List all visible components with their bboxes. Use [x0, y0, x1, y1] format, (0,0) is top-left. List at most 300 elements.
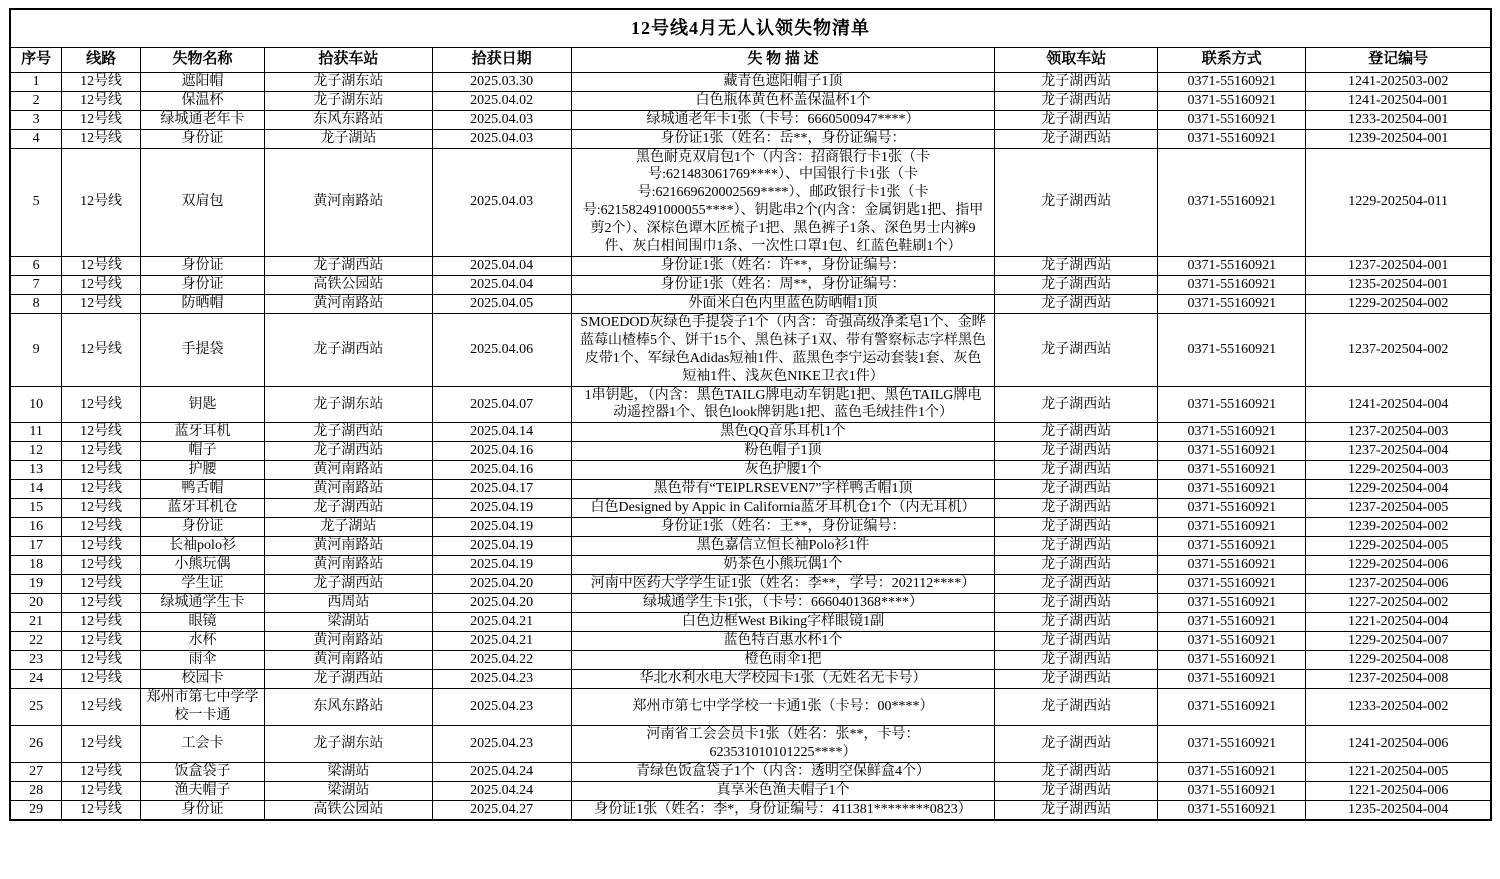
table-row	[10, 782, 1491, 801]
cell-line: 12号线	[62, 72, 140, 91]
cell-no: 24	[10, 670, 62, 689]
cell-found-date: 2025.04.19	[432, 518, 571, 537]
cell-contact: 0371-55160921	[1158, 148, 1306, 256]
table-row	[10, 613, 1491, 632]
cell-line: 12号线	[62, 537, 140, 556]
cell-contact: 0371-55160921	[1158, 256, 1306, 275]
cell-contact: 0371-55160921	[1158, 294, 1306, 313]
cell-description: 橙色雨伞1把	[571, 651, 995, 670]
cell-line: 12号线	[62, 689, 140, 726]
cell-no: 5	[10, 148, 62, 256]
cell-found-date: 2025.04.24	[432, 782, 571, 801]
cell-description: 身份证1张（姓名：岳**，身份证编号：	[571, 129, 995, 148]
cell-item-name: 帽子	[140, 442, 264, 461]
cell-contact: 0371-55160921	[1158, 499, 1306, 518]
cell-reg-no: 1229-202504-004	[1306, 480, 1491, 499]
cell-reg-no: 1237-202504-002	[1306, 313, 1491, 386]
cell-description: 外面米白色内里蓝色防晒帽1顶	[571, 294, 995, 313]
cell-contact: 0371-55160921	[1158, 129, 1306, 148]
cell-contact: 0371-55160921	[1158, 461, 1306, 480]
cell-no: 9	[10, 313, 62, 386]
table-row	[10, 313, 1491, 386]
cell-contact: 0371-55160921	[1158, 613, 1306, 632]
cell-contact: 0371-55160921	[1158, 689, 1306, 726]
cell-contact: 0371-55160921	[1158, 556, 1306, 575]
cell-no: 27	[10, 763, 62, 782]
cell-no: 28	[10, 782, 62, 801]
cell-found-station: 龙子湖西站	[265, 575, 432, 594]
cell-found-station: 黄河南路站	[265, 537, 432, 556]
cell-pickup-station: 龙子湖西站	[995, 275, 1158, 294]
cell-reg-no: 1241-202503-002	[1306, 72, 1491, 91]
cell-found-date: 2025.04.02	[432, 91, 571, 110]
cell-found-station: 梁湖站	[265, 613, 432, 632]
table-row	[10, 256, 1491, 275]
table-row	[10, 556, 1491, 575]
cell-description: 郑州市第七中学学校一卡通1张（卡号：00****）	[571, 689, 995, 726]
table-row	[10, 651, 1491, 670]
cell-item-name: 身份证	[140, 275, 264, 294]
table-row	[10, 110, 1491, 129]
cell-found-date: 2025.04.07	[432, 386, 571, 423]
table-row	[10, 91, 1491, 110]
cell-reg-no: 1237-202504-003	[1306, 423, 1491, 442]
cell-reg-no: 1235-202504-004	[1306, 801, 1491, 820]
cell-pickup-station: 龙子湖西站	[995, 499, 1158, 518]
cell-description: 蓝色特百惠水杯1个	[571, 632, 995, 651]
cell-item-name: 水杯	[140, 632, 264, 651]
cell-contact: 0371-55160921	[1158, 537, 1306, 556]
cell-found-station: 高铁公园站	[265, 801, 432, 820]
cell-line: 12号线	[62, 613, 140, 632]
cell-line: 12号线	[62, 801, 140, 820]
page-title: 12号线4月无人认领失物清单	[10, 9, 1491, 47]
cell-no: 8	[10, 294, 62, 313]
cell-line: 12号线	[62, 726, 140, 763]
cell-line: 12号线	[62, 480, 140, 499]
cell-line: 12号线	[62, 575, 140, 594]
cell-contact: 0371-55160921	[1158, 632, 1306, 651]
cell-item-name: 鸭舌帽	[140, 480, 264, 499]
table-row	[10, 670, 1491, 689]
cell-pickup-station: 龙子湖西站	[995, 386, 1158, 423]
cell-item-name: 学生证	[140, 575, 264, 594]
cell-pickup-station: 龙子湖西站	[995, 256, 1158, 275]
cell-item-name: 绿城通学生卡	[140, 594, 264, 613]
cell-found-station: 黄河南路站	[265, 556, 432, 575]
cell-pickup-station: 龙子湖西站	[995, 613, 1158, 632]
cell-found-station: 黄河南路站	[265, 294, 432, 313]
cell-line: 12号线	[62, 313, 140, 386]
cell-pickup-station: 龙子湖西站	[995, 518, 1158, 537]
cell-line: 12号线	[62, 782, 140, 801]
cell-found-station: 高铁公园站	[265, 275, 432, 294]
cell-contact: 0371-55160921	[1158, 782, 1306, 801]
cell-no: 6	[10, 256, 62, 275]
cell-no: 16	[10, 518, 62, 537]
cell-found-date: 2025.04.19	[432, 556, 571, 575]
cell-found-station: 梁湖站	[265, 763, 432, 782]
cell-contact: 0371-55160921	[1158, 575, 1306, 594]
cell-item-name: 雨伞	[140, 651, 264, 670]
cell-item-name: 双肩包	[140, 148, 264, 256]
cell-found-date: 2025.04.21	[432, 613, 571, 632]
cell-line: 12号线	[62, 148, 140, 256]
cell-description: 1串钥匙，（内含：黑色TAILG牌电动车钥匙1把、黑色TAILG牌电动遥控器1个、银色look牌钥匙1把、蓝色毛绒挂件1个）	[571, 386, 995, 423]
cell-no: 17	[10, 537, 62, 556]
cell-found-station: 龙子湖西站	[265, 256, 432, 275]
cell-found-date: 2025.04.16	[432, 442, 571, 461]
cell-found-date: 2025.04.06	[432, 313, 571, 386]
table-row	[10, 294, 1491, 313]
cell-line: 12号线	[62, 632, 140, 651]
column-header-found-station: 拾获车站	[265, 47, 432, 72]
cell-pickup-station: 龙子湖西站	[995, 632, 1158, 651]
cell-found-station: 西周站	[265, 594, 432, 613]
cell-line: 12号线	[62, 499, 140, 518]
cell-description: 华北水利水电大学校园卡1张（无姓名无卡号）	[571, 670, 995, 689]
table-row	[10, 763, 1491, 782]
cell-no: 14	[10, 480, 62, 499]
cell-reg-no: 1229-202504-007	[1306, 632, 1491, 651]
cell-found-date: 2025.04.19	[432, 499, 571, 518]
table-row	[10, 461, 1491, 480]
table-row	[10, 689, 1491, 726]
cell-contact: 0371-55160921	[1158, 72, 1306, 91]
cell-item-name: 工会卡	[140, 726, 264, 763]
cell-line: 12号线	[62, 651, 140, 670]
cell-pickup-station: 龙子湖西站	[995, 294, 1158, 313]
cell-pickup-station: 龙子湖西站	[995, 689, 1158, 726]
cell-contact: 0371-55160921	[1158, 518, 1306, 537]
cell-pickup-station: 龙子湖西站	[995, 461, 1158, 480]
cell-no: 25	[10, 689, 62, 726]
table-row	[10, 726, 1491, 763]
cell-contact: 0371-55160921	[1158, 110, 1306, 129]
column-header-contact: 联系方式	[1158, 47, 1306, 72]
cell-found-station: 龙子湖站	[265, 518, 432, 537]
cell-contact: 0371-55160921	[1158, 91, 1306, 110]
cell-no: 18	[10, 556, 62, 575]
cell-reg-no: 1235-202504-001	[1306, 275, 1491, 294]
cell-pickup-station: 龙子湖西站	[995, 763, 1158, 782]
cell-found-station: 龙子湖西站	[265, 670, 432, 689]
cell-description: 青绿色饭盒袋子1个（内含：透明空保鲜盒4个）	[571, 763, 995, 782]
cell-item-name: 钥匙	[140, 386, 264, 423]
table-row	[10, 480, 1491, 499]
cell-pickup-station: 龙子湖西站	[995, 110, 1158, 129]
cell-found-date: 2025.04.23	[432, 689, 571, 726]
cell-description: 绿城通学生卡1张，（卡号：6660401368****）	[571, 594, 995, 613]
cell-description: 灰色护腰1个	[571, 461, 995, 480]
cell-pickup-station: 龙子湖西站	[995, 148, 1158, 256]
cell-no: 19	[10, 575, 62, 594]
cell-pickup-station: 龙子湖西站	[995, 537, 1158, 556]
cell-pickup-station: 龙子湖西站	[995, 129, 1158, 148]
column-header-reg-no: 登记编号	[1306, 47, 1491, 72]
table-row	[10, 537, 1491, 556]
cell-contact: 0371-55160921	[1158, 386, 1306, 423]
cell-line: 12号线	[62, 294, 140, 313]
cell-found-station: 梁湖站	[265, 782, 432, 801]
table-row	[10, 594, 1491, 613]
cell-pickup-station: 龙子湖西站	[995, 91, 1158, 110]
cell-contact: 0371-55160921	[1158, 726, 1306, 763]
cell-found-date: 2025.03.30	[432, 72, 571, 91]
lost-items-table	[9, 8, 1492, 821]
cell-reg-no: 1237-202504-004	[1306, 442, 1491, 461]
cell-description: 黑色QQ音乐耳机1个	[571, 423, 995, 442]
cell-found-station: 龙子湖站	[265, 129, 432, 148]
cell-reg-no: 1237-202504-008	[1306, 670, 1491, 689]
cell-item-name: 身份证	[140, 801, 264, 820]
cell-found-date: 2025.04.16	[432, 461, 571, 480]
cell-no: 20	[10, 594, 62, 613]
cell-pickup-station: 龙子湖西站	[995, 782, 1158, 801]
cell-line: 12号线	[62, 256, 140, 275]
cell-reg-no: 1229-202504-006	[1306, 556, 1491, 575]
cell-found-date: 2025.04.05	[432, 294, 571, 313]
cell-line: 12号线	[62, 461, 140, 480]
cell-pickup-station: 龙子湖西站	[995, 594, 1158, 613]
cell-description: 真享米色渔夫帽子1个	[571, 782, 995, 801]
cell-no: 15	[10, 499, 62, 518]
cell-description: 身份证1张（姓名：李*，身份证编号：411381********0823）	[571, 801, 995, 820]
cell-line: 12号线	[62, 129, 140, 148]
cell-line: 12号线	[62, 110, 140, 129]
table-row	[10, 442, 1491, 461]
table-row	[10, 129, 1491, 148]
cell-description: 奶茶色小熊玩偶1个	[571, 556, 995, 575]
cell-found-date: 2025.04.20	[432, 594, 571, 613]
cell-pickup-station: 龙子湖西站	[995, 72, 1158, 91]
cell-description: SMOEDOD灰绿色手提袋子1个（内含：奇强高级净柔皂1个、金晔蓝莓山楂棒5个、饼干15个、黑色袜子1双、带有警察标志字样黑色皮带1个、军绿色Adidas短袖1件、蓝黑色李宁运动套装1套、灰色短袖1件、浅灰色NIKE卫衣1件）	[571, 313, 995, 386]
column-header-line: 线路	[62, 47, 140, 72]
cell-reg-no: 1229-202504-011	[1306, 148, 1491, 256]
cell-pickup-station: 龙子湖西站	[995, 442, 1158, 461]
cell-line: 12号线	[62, 556, 140, 575]
cell-line: 12号线	[62, 763, 140, 782]
cell-contact: 0371-55160921	[1158, 480, 1306, 499]
cell-pickup-station: 龙子湖西站	[995, 801, 1158, 820]
cell-line: 12号线	[62, 594, 140, 613]
cell-pickup-station: 龙子湖西站	[995, 480, 1158, 499]
cell-no: 4	[10, 129, 62, 148]
cell-item-name: 身份证	[140, 129, 264, 148]
cell-reg-no: 1221-202504-004	[1306, 613, 1491, 632]
cell-found-station: 龙子湖西站	[265, 442, 432, 461]
cell-found-date: 2025.04.03	[432, 129, 571, 148]
cell-pickup-station: 龙子湖西站	[995, 575, 1158, 594]
cell-contact: 0371-55160921	[1158, 763, 1306, 782]
cell-item-name: 身份证	[140, 518, 264, 537]
cell-item-name: 防晒帽	[140, 294, 264, 313]
cell-description: 粉色帽子1顶	[571, 442, 995, 461]
cell-item-name: 手提袋	[140, 313, 264, 386]
cell-description: 河南中医药大学学生证1张（姓名：李**，学号：202112****）	[571, 575, 995, 594]
cell-found-date: 2025.04.22	[432, 651, 571, 670]
cell-no: 3	[10, 110, 62, 129]
cell-item-name: 小熊玩偶	[140, 556, 264, 575]
cell-item-name: 饭盒袋子	[140, 763, 264, 782]
cell-reg-no: 1237-202504-001	[1306, 256, 1491, 275]
cell-no: 10	[10, 386, 62, 423]
cell-found-station: 龙子湖西站	[265, 499, 432, 518]
cell-reg-no: 1237-202504-005	[1306, 499, 1491, 518]
cell-reg-no: 1229-202504-003	[1306, 461, 1491, 480]
cell-pickup-station: 龙子湖西站	[995, 556, 1158, 575]
cell-contact: 0371-55160921	[1158, 651, 1306, 670]
cell-found-station: 龙子湖东站	[265, 72, 432, 91]
cell-description: 白色Designed by Appic in California蓝牙耳机仓1个（内无耳机）	[571, 499, 995, 518]
column-header-found-date: 拾获日期	[432, 47, 571, 72]
cell-description: 黑色耐克双肩包1个（内含：招商银行卡1张（卡号:621483061769****）、中国银行卡1张（卡号:621669620002569****）、邮政银行卡1张（卡号:621582491000055****）、钥匙串2个(内含：金属钥匙1把、指甲剪2个）、深棕色谭木匠梳子1把、黑色裤子1条、深色男士内裤9件、灰白相间围巾1条、一次性口罩1包、红蓝色鞋刷1个）	[571, 148, 995, 256]
cell-found-station: 黄河南路站	[265, 480, 432, 499]
cell-pickup-station: 龙子湖西站	[995, 651, 1158, 670]
cell-found-station: 东风东路站	[265, 110, 432, 129]
cell-description: 白色边框West Biking字样眼镜1副	[571, 613, 995, 632]
cell-description: 绿城通老年卡1张（卡号：6660500947****）	[571, 110, 995, 129]
title-row	[10, 9, 1491, 47]
cell-reg-no: 1239-202504-002	[1306, 518, 1491, 537]
cell-line: 12号线	[62, 423, 140, 442]
cell-found-station: 黄河南路站	[265, 632, 432, 651]
cell-description: 身份证1张（姓名：许**，身份证编号：	[571, 256, 995, 275]
cell-item-name: 渔夫帽子	[140, 782, 264, 801]
cell-reg-no: 1241-202504-001	[1306, 91, 1491, 110]
cell-reg-no: 1229-202504-002	[1306, 294, 1491, 313]
cell-line: 12号线	[62, 442, 140, 461]
cell-item-name: 绿城通老年卡	[140, 110, 264, 129]
cell-reg-no: 1233-202504-001	[1306, 110, 1491, 129]
table-row	[10, 148, 1491, 256]
cell-contact: 0371-55160921	[1158, 275, 1306, 294]
cell-reg-no: 1239-202504-001	[1306, 129, 1491, 148]
cell-no: 21	[10, 613, 62, 632]
table-row	[10, 632, 1491, 651]
cell-found-date: 2025.04.24	[432, 763, 571, 782]
cell-line: 12号线	[62, 91, 140, 110]
cell-pickup-station: 龙子湖西站	[995, 726, 1158, 763]
cell-reg-no: 1229-202504-005	[1306, 537, 1491, 556]
cell-no: 26	[10, 726, 62, 763]
cell-description: 身份证1张（姓名：王**，身份证编号：	[571, 518, 995, 537]
table-row	[10, 386, 1491, 423]
cell-no: 23	[10, 651, 62, 670]
cell-found-station: 龙子湖东站	[265, 386, 432, 423]
cell-reg-no: 1221-202504-006	[1306, 782, 1491, 801]
cell-no: 1	[10, 72, 62, 91]
cell-found-station: 龙子湖西站	[265, 423, 432, 442]
cell-reg-no: 1241-202504-006	[1306, 726, 1491, 763]
cell-item-name: 蓝牙耳机	[140, 423, 264, 442]
cell-found-station: 东风东路站	[265, 689, 432, 726]
cell-pickup-station: 龙子湖西站	[995, 423, 1158, 442]
cell-found-station: 龙子湖东站	[265, 91, 432, 110]
column-header-pickup-station: 领取车站	[995, 47, 1158, 72]
cell-no: 7	[10, 275, 62, 294]
cell-description: 黑色带有“TEIPLRSEVEN7”字样鸭舌帽1顶	[571, 480, 995, 499]
table-row	[10, 575, 1491, 594]
cell-description: 黑色嘉信立恒长袖Polo衫1件	[571, 537, 995, 556]
cell-line: 12号线	[62, 275, 140, 294]
column-header-item-name: 失物名称	[140, 47, 264, 72]
cell-item-name: 身份证	[140, 256, 264, 275]
table-body	[10, 72, 1491, 820]
table-row	[10, 72, 1491, 91]
cell-description: 藏青色遮阳帽子1顶	[571, 72, 995, 91]
cell-found-date: 2025.04.03	[432, 148, 571, 256]
cell-description: 白色瓶体黄色杯盖保温杯1个	[571, 91, 995, 110]
cell-item-name: 郑州市第七中学学校一卡通	[140, 689, 264, 726]
table-row	[10, 423, 1491, 442]
cell-contact: 0371-55160921	[1158, 594, 1306, 613]
table-row	[10, 499, 1491, 518]
cell-reg-no: 1227-202504-002	[1306, 594, 1491, 613]
column-header-description: 失 物 描 述	[571, 47, 995, 72]
cell-found-station: 黄河南路站	[265, 148, 432, 256]
cell-no: 2	[10, 91, 62, 110]
cell-found-station: 龙子湖西站	[265, 313, 432, 386]
cell-no: 11	[10, 423, 62, 442]
cell-line: 12号线	[62, 670, 140, 689]
cell-item-name: 眼镜	[140, 613, 264, 632]
cell-contact: 0371-55160921	[1158, 442, 1306, 461]
cell-found-date: 2025.04.04	[432, 275, 571, 294]
cell-no: 29	[10, 801, 62, 820]
cell-pickup-station: 龙子湖西站	[995, 670, 1158, 689]
cell-found-station: 黄河南路站	[265, 651, 432, 670]
cell-no: 13	[10, 461, 62, 480]
cell-found-date: 2025.04.14	[432, 423, 571, 442]
table-row	[10, 275, 1491, 294]
cell-description: 身份证1张（姓名：周**，身份证编号：	[571, 275, 995, 294]
cell-found-date: 2025.04.04	[432, 256, 571, 275]
cell-no: 12	[10, 442, 62, 461]
cell-found-date: 2025.04.17	[432, 480, 571, 499]
cell-item-name: 遮阳帽	[140, 72, 264, 91]
cell-found-date: 2025.04.23	[432, 726, 571, 763]
cell-found-date: 2025.04.20	[432, 575, 571, 594]
cell-reg-no: 1233-202504-002	[1306, 689, 1491, 726]
cell-contact: 0371-55160921	[1158, 423, 1306, 442]
cell-found-station: 黄河南路站	[265, 461, 432, 480]
cell-line: 12号线	[62, 518, 140, 537]
cell-contact: 0371-55160921	[1158, 670, 1306, 689]
cell-found-date: 2025.04.23	[432, 670, 571, 689]
cell-reg-no: 1237-202504-006	[1306, 575, 1491, 594]
column-header-no: 序号	[10, 47, 62, 72]
cell-reg-no: 1241-202504-004	[1306, 386, 1491, 423]
cell-item-name: 蓝牙耳机仓	[140, 499, 264, 518]
cell-found-date: 2025.04.27	[432, 801, 571, 820]
table-row	[10, 801, 1491, 820]
cell-contact: 0371-55160921	[1158, 801, 1306, 820]
cell-reg-no: 1229-202504-008	[1306, 651, 1491, 670]
cell-found-date: 2025.04.03	[432, 110, 571, 129]
cell-item-name: 长袖polo衫	[140, 537, 264, 556]
cell-item-name: 护腰	[140, 461, 264, 480]
cell-contact: 0371-55160921	[1158, 313, 1306, 386]
cell-found-date: 2025.04.19	[432, 537, 571, 556]
cell-description: 河南省工会会员卡1张（姓名：张**，卡号：623531010101225****）	[571, 726, 995, 763]
cell-pickup-station: 龙子湖西站	[995, 313, 1158, 386]
header-row	[10, 47, 1491, 72]
cell-found-date: 2025.04.21	[432, 632, 571, 651]
cell-found-station: 龙子湖东站	[265, 726, 432, 763]
cell-reg-no: 1221-202504-005	[1306, 763, 1491, 782]
cell-no: 22	[10, 632, 62, 651]
